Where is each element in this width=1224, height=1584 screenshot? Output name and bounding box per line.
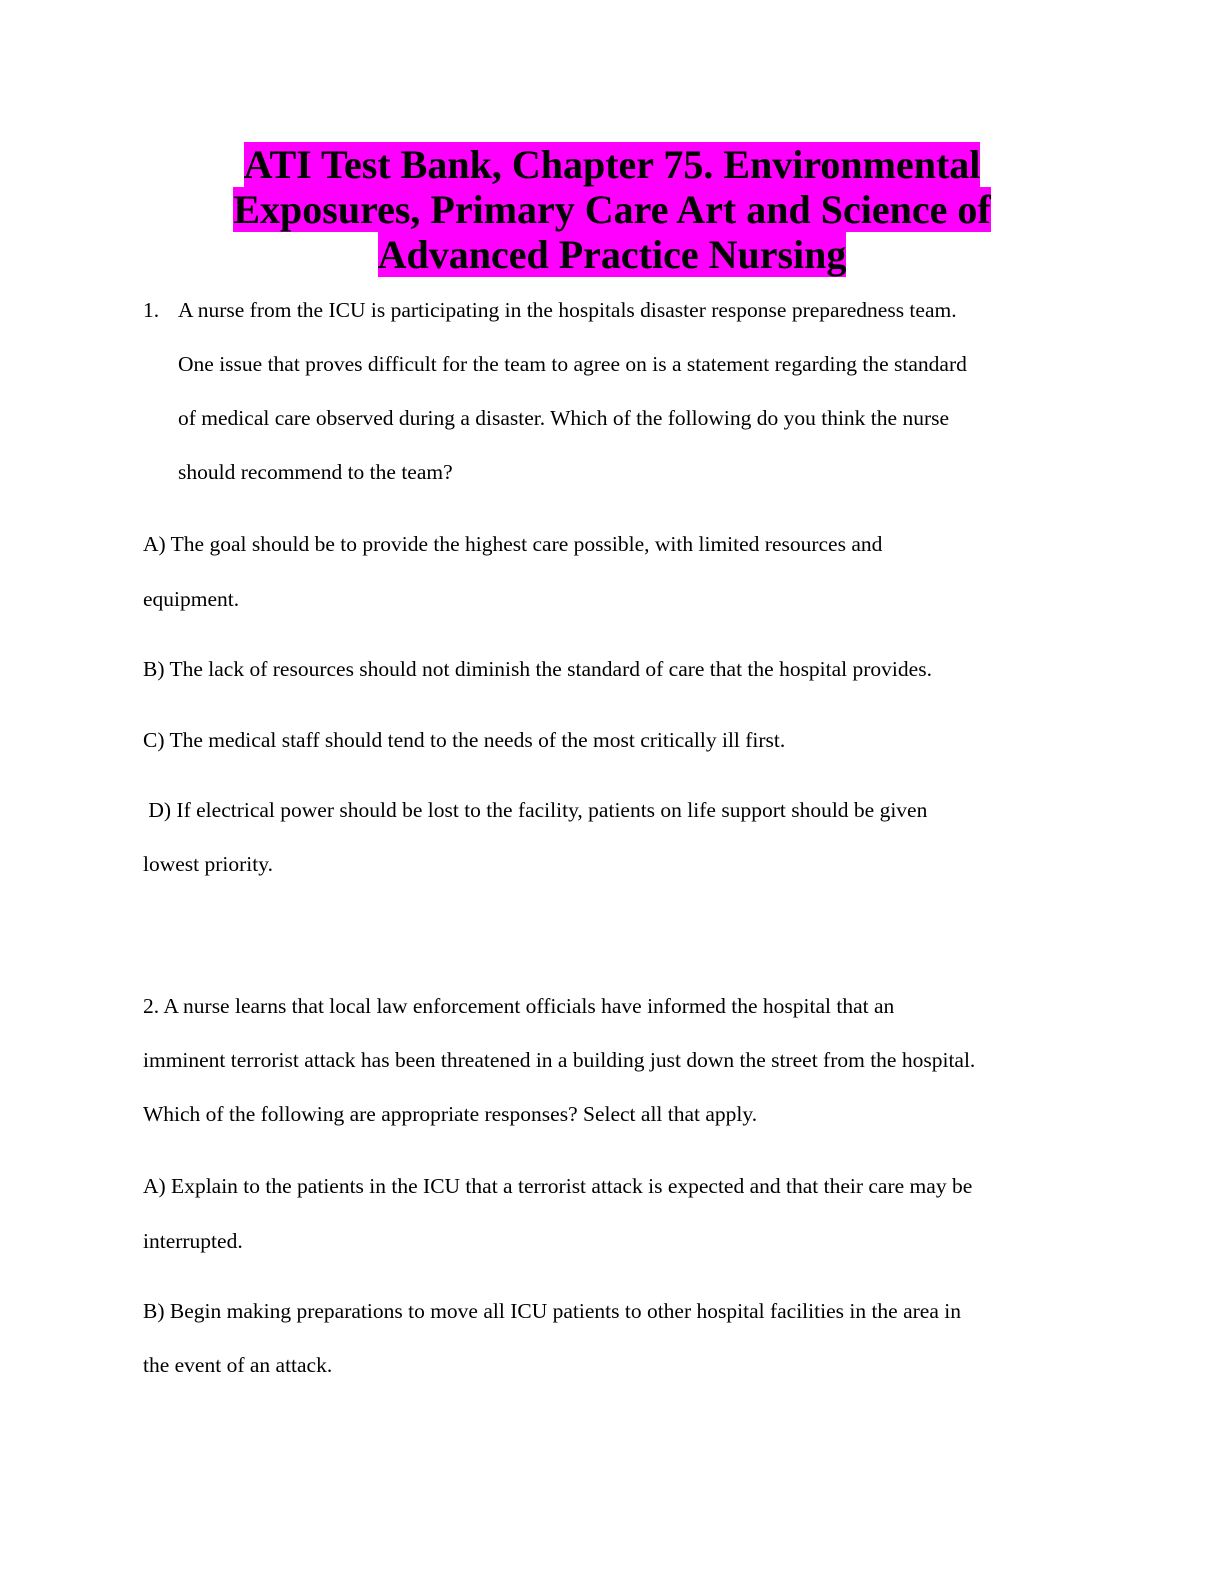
option-line: C) The medical staff should tend to the needs of the most critically ill first.: [143, 728, 786, 752]
title-line-1: ATI Test Bank, Chapter 75. Environmental: [243, 142, 981, 187]
option-line: interrupted.: [143, 1229, 243, 1253]
question-stem-line: A nurse from the ICU is participating in the hospitals disaster response preparedness team.: [178, 298, 957, 322]
question-number: 1.: [143, 298, 160, 322]
option-line: the event of an attack.: [143, 1353, 333, 1377]
option-line: A) The goal should be to provide the highest care possible, with limited resources and: [143, 532, 883, 556]
question-stem-line: Which of the following are appropriate responses? Select all that apply.: [143, 1102, 758, 1126]
option-line: equipment.: [143, 587, 240, 611]
option-line: B) Begin making preparations to move all ICU patients to other hospital facilities in the area in: [143, 1299, 961, 1323]
option-line: A) Explain to the patients in the ICU that a terrorist attack is expected and that their care may be: [143, 1174, 973, 1198]
option-line: lowest priority.: [143, 852, 273, 876]
option-line: D) If electrical power should be lost to the facility, patients on life support should be given: [143, 798, 928, 822]
question-stem-line: 2. A nurse learns that local law enforcement officials have informed the hospital that an: [143, 994, 895, 1018]
question-stem-line: One issue that proves difficult for the team to agree on is a statement regarding the standard: [178, 352, 967, 376]
question-stem-line: imminent terrorist attack has been threatened in a building just down the street from the hospital.: [143, 1048, 976, 1072]
question-stem-line: should recommend to the team?: [178, 460, 453, 484]
title-line-3: Advanced Practice Nursing: [377, 232, 847, 277]
option-line: B) The lack of resources should not diminish the standard of care that the hospital provides.: [143, 657, 932, 681]
question-stem-line: of medical care observed during a disaster. Which of the following do you think the nurse: [178, 406, 950, 430]
title-line-2: Exposures, Primary Care Art and Science of: [233, 187, 991, 232]
document-title: [150, 142, 1074, 277]
